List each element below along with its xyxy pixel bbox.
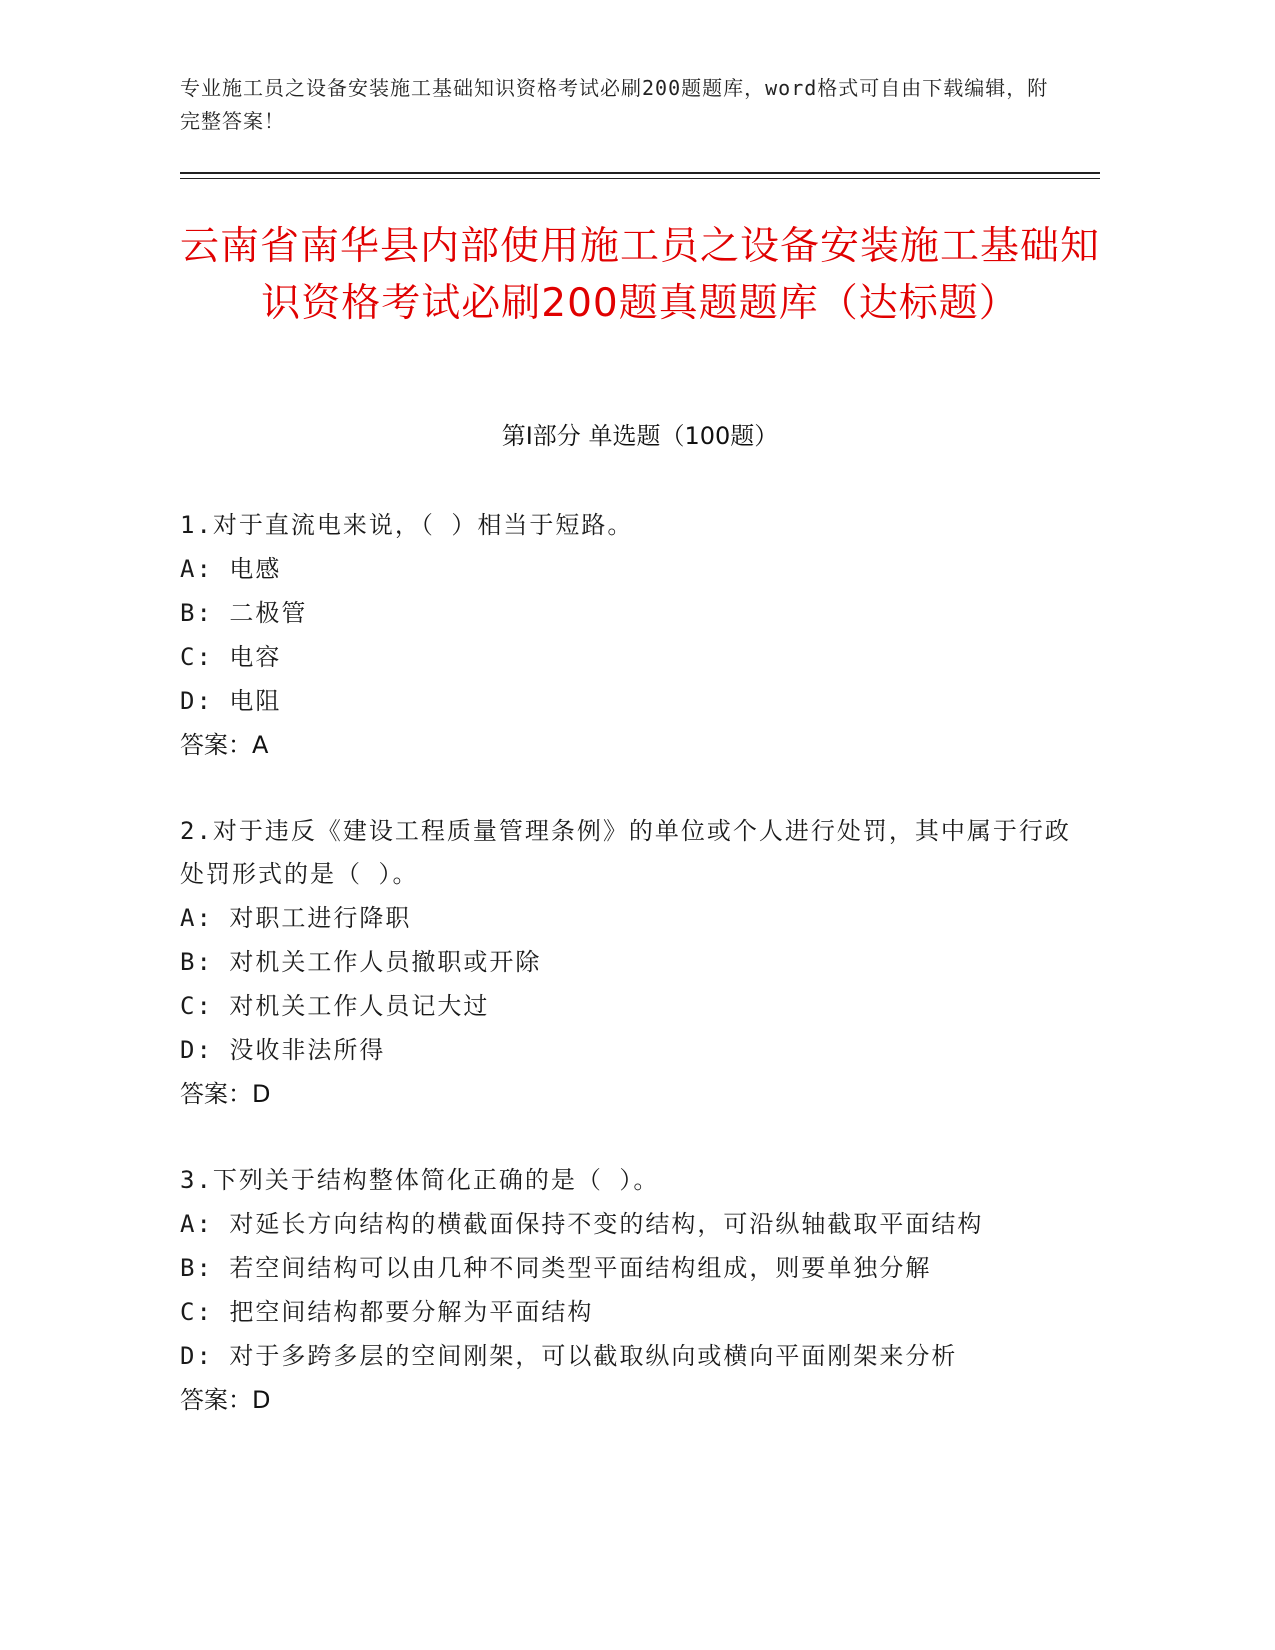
question-stem: 2.对于违反《建设工程质量管理条例》的单位或个人进行处罚，其中属于行政处罚形式的是（ ）。 (180, 817, 1071, 888)
option-c: C: 把空间结构都要分解为平面结构 (180, 1298, 594, 1326)
question-stem: 1.对于直流电来说，（ ）相当于短路。 (180, 511, 634, 539)
section-heading: 第I部分 单选题（100题） (501, 422, 779, 450)
option-b: B: 二极管 (180, 599, 308, 627)
header-divider-thick (180, 172, 1100, 174)
option-a: A: 对延长方向结构的横截面保持不变的结构，可沿纵轴截取平面结构 (180, 1210, 984, 1238)
question-2 (180, 810, 1080, 1116)
answer-line: 答案：A (180, 731, 269, 759)
option-b: B: 对机关工作人员撤职或开除 (180, 948, 542, 976)
question-3 (180, 1159, 1080, 1422)
option-c: C: 对机关工作人员记大过 (180, 992, 490, 1020)
option-d: D: 电阻 (180, 687, 282, 715)
option-d: D: 对于多跨多层的空间刚架，可以截取纵向或横向平面刚架来分析 (180, 1342, 958, 1370)
header-divider-thin (180, 178, 1100, 179)
header-note: 专业施工员之设备安装施工基础知识资格考试必刷200题题库，word格式可自由下载编辑，附完整答案！ (180, 76, 1049, 133)
answer-line: 答案：D (180, 1386, 271, 1414)
question-stem: 3.下列关于结构整体简化正确的是（ ）。 (180, 1166, 660, 1194)
option-c: C: 电容 (180, 643, 282, 671)
question-1 (180, 504, 1080, 767)
option-a: A: 电感 (180, 555, 282, 583)
document-title: 云南省南华县内部使用施工员之设备安装施工基础知识资格考试必刷200题真题题库（达标题） (180, 224, 1101, 326)
option-d: D: 没收非法所得 (180, 1036, 386, 1064)
option-a: A: 对职工进行降职 (180, 904, 412, 932)
question-list (180, 504, 1080, 1465)
option-b: B: 若空间结构可以由几种不同类型平面结构组成，则要单独分解 (180, 1254, 932, 1282)
answer-line: 答案：D (180, 1080, 271, 1108)
